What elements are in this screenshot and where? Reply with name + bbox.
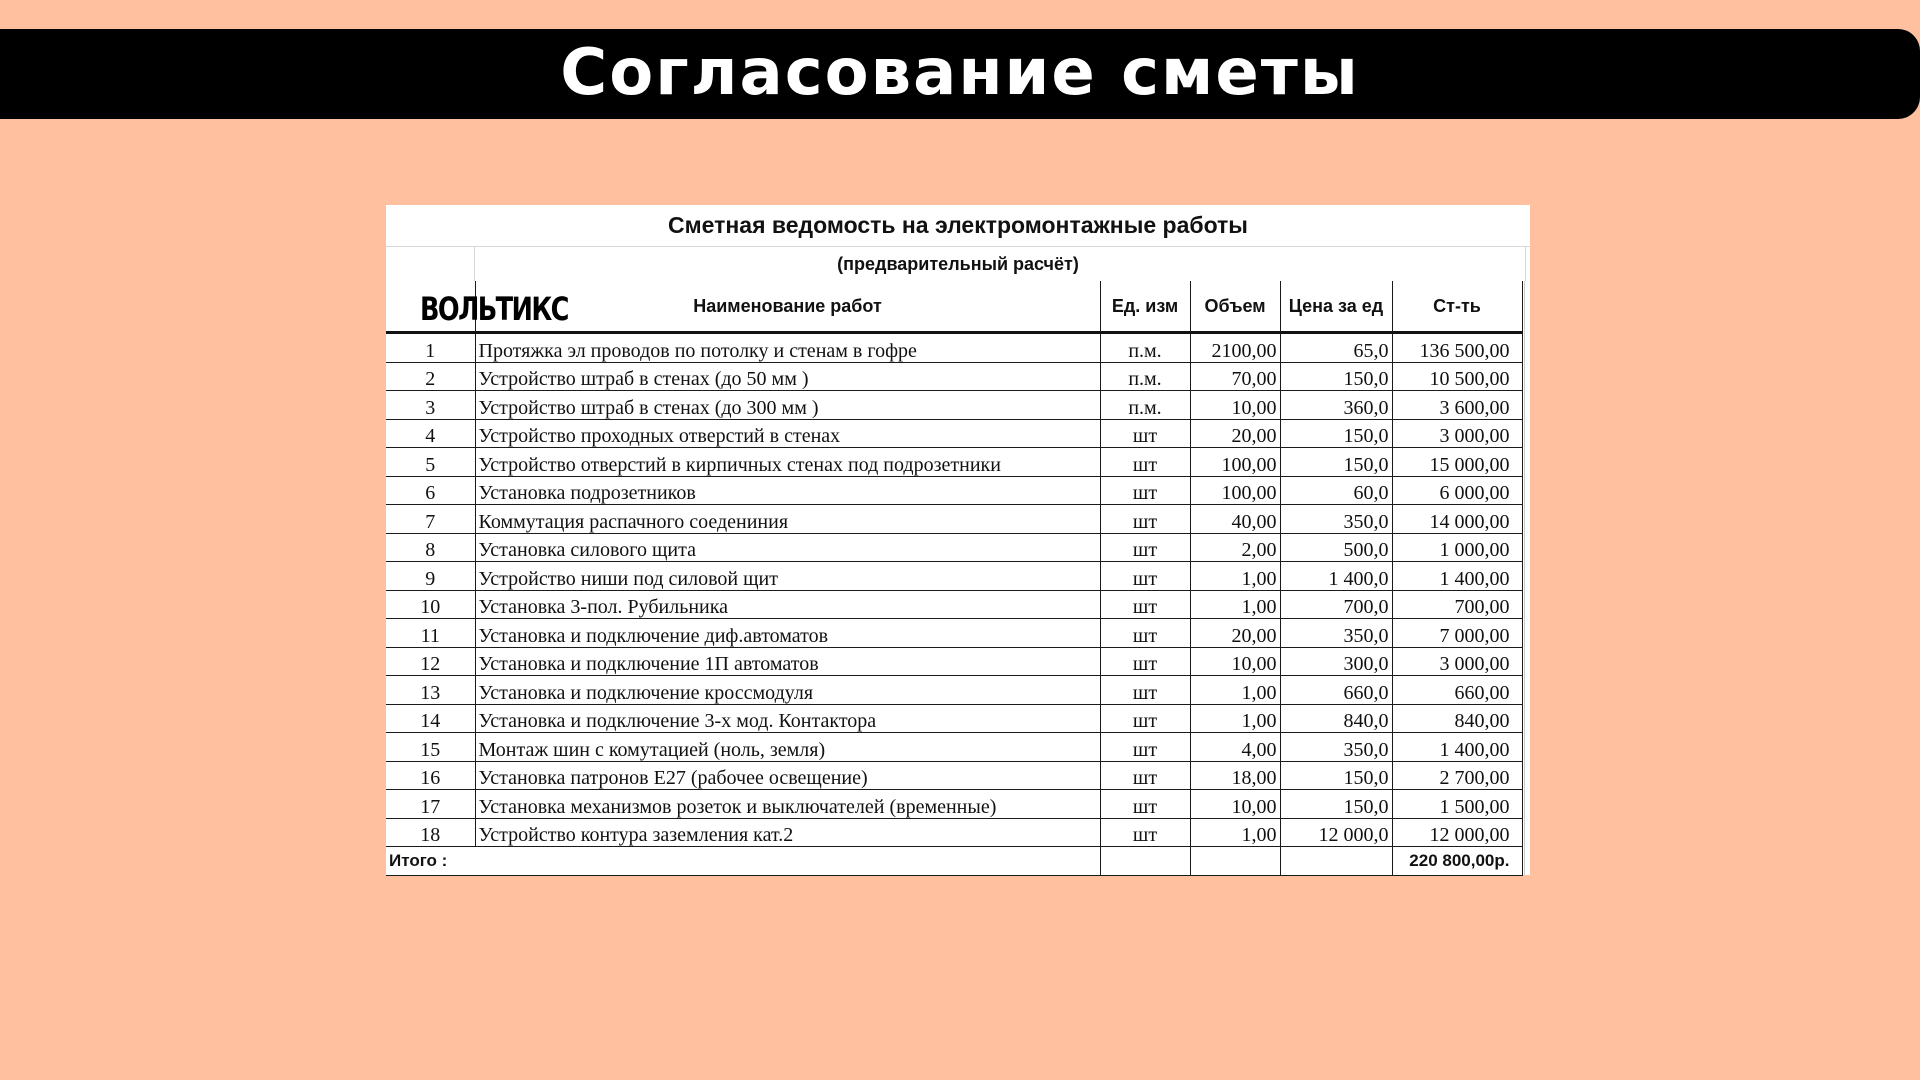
unit-cell: шт bbox=[1100, 647, 1190, 676]
row-number-cell: 13 bbox=[386, 676, 475, 705]
total-row bbox=[386, 847, 1522, 876]
table-row bbox=[386, 476, 1522, 505]
cost-cell: 1 000,00 bbox=[1392, 533, 1522, 562]
unit-price-cell: 150,0 bbox=[1280, 362, 1392, 391]
row-number-cell: 5 bbox=[386, 448, 475, 477]
empty-cell bbox=[1100, 847, 1190, 876]
table-row bbox=[386, 562, 1522, 591]
work-name-cell: Установка механизмов розеток и выключателей (временные) bbox=[475, 790, 1100, 819]
row-number-cell: 17 bbox=[386, 790, 475, 819]
unit-price-cell: 360,0 bbox=[1280, 391, 1392, 420]
column-header-cost: Ст-ть bbox=[1392, 281, 1522, 333]
volume-cell: 18,00 bbox=[1190, 761, 1280, 790]
table-row bbox=[386, 619, 1522, 648]
volume-cell: 1,00 bbox=[1190, 562, 1280, 591]
table-row bbox=[386, 448, 1522, 477]
gridline bbox=[1524, 281, 1525, 875]
volume-cell: 10,00 bbox=[1190, 790, 1280, 819]
slide-title: Согласование сметы bbox=[560, 36, 1360, 110]
unit-price-cell: 60,0 bbox=[1280, 476, 1392, 505]
work-name-cell: Установка и подключение кроссмодуля bbox=[475, 676, 1100, 705]
column-header-unit: Ед. изм bbox=[1100, 281, 1190, 333]
cost-cell: 14 000,00 bbox=[1392, 505, 1522, 534]
row-number-cell: 4 bbox=[386, 419, 475, 448]
unit-cell: шт bbox=[1100, 733, 1190, 762]
work-name-cell: Коммутация распачного соедениния bbox=[475, 505, 1100, 534]
work-name-cell: Устройство отверстий в кирпичных стенах под подрозетники bbox=[475, 448, 1100, 477]
work-name-cell: Протяжка эл проводов по потолку и стенам в гофре bbox=[475, 333, 1100, 363]
volume-cell: 10,00 bbox=[1190, 391, 1280, 420]
unit-cell: п.м. bbox=[1100, 333, 1190, 363]
work-name-cell: Установка патронов Е27 (рабочее освещение) bbox=[475, 761, 1100, 790]
unit-cell: шт bbox=[1100, 590, 1190, 619]
table-row bbox=[386, 733, 1522, 762]
cost-cell: 7 000,00 bbox=[1392, 619, 1522, 648]
volume-cell: 2100,00 bbox=[1190, 333, 1280, 363]
unit-price-cell: 65,0 bbox=[1280, 333, 1392, 363]
cost-cell: 136 500,00 bbox=[1392, 333, 1522, 363]
unit-price-cell: 150,0 bbox=[1280, 448, 1392, 477]
table-row bbox=[386, 790, 1522, 819]
table-row bbox=[386, 704, 1522, 733]
cost-cell: 700,00 bbox=[1392, 590, 1522, 619]
cost-cell: 3 000,00 bbox=[1392, 647, 1522, 676]
unit-price-cell: 350,0 bbox=[1280, 619, 1392, 648]
unit-cell: шт bbox=[1100, 704, 1190, 733]
cost-cell: 2 700,00 bbox=[1392, 761, 1522, 790]
row-number-cell: 18 bbox=[386, 818, 475, 847]
unit-price-cell: 350,0 bbox=[1280, 733, 1392, 762]
volume-cell: 1,00 bbox=[1190, 590, 1280, 619]
estimate-sheet bbox=[386, 205, 1530, 875]
estimate-table bbox=[386, 281, 1523, 876]
unit-cell: шт bbox=[1100, 761, 1190, 790]
unit-cell: шт bbox=[1100, 619, 1190, 648]
work-name-cell: Монтаж шин с комутацией (ноль, земля) bbox=[475, 733, 1100, 762]
table-row bbox=[386, 391, 1522, 420]
table-row bbox=[386, 333, 1522, 363]
row-number-cell: 14 bbox=[386, 704, 475, 733]
unit-price-cell: 12 000,0 bbox=[1280, 818, 1392, 847]
volume-cell: 4,00 bbox=[1190, 733, 1280, 762]
table-row bbox=[386, 590, 1522, 619]
unit-cell: шт bbox=[1100, 448, 1190, 477]
unit-price-cell: 350,0 bbox=[1280, 505, 1392, 534]
unit-cell: шт bbox=[1100, 676, 1190, 705]
unit-price-cell: 1 400,0 bbox=[1280, 562, 1392, 591]
company-logo-cell bbox=[386, 281, 568, 333]
row-number-cell: 15 bbox=[386, 733, 475, 762]
table-row bbox=[386, 419, 1522, 448]
total-label: Итого : bbox=[386, 847, 1100, 876]
work-name-cell: Устройство штраб в стенах (до 50 мм ) bbox=[475, 362, 1100, 391]
sheet-subtitle: (предварительный расчёт) bbox=[837, 253, 1079, 274]
unit-price-cell: 660,0 bbox=[1280, 676, 1392, 705]
cost-cell: 6 000,00 bbox=[1392, 476, 1522, 505]
row-number-cell: 3 bbox=[386, 391, 475, 420]
row-number-cell: 10 bbox=[386, 590, 475, 619]
unit-price-cell: 150,0 bbox=[1280, 419, 1392, 448]
empty-cell bbox=[1280, 847, 1392, 876]
table-row bbox=[386, 505, 1522, 534]
table-row bbox=[386, 818, 1522, 847]
cost-cell: 12 000,00 bbox=[1392, 818, 1522, 847]
work-name-cell: Устройство проходных отверстий в стенах bbox=[475, 419, 1100, 448]
unit-cell: шт bbox=[1100, 533, 1190, 562]
total-value: 220 800,00р. bbox=[1392, 847, 1522, 876]
row-number-cell: 2 bbox=[386, 362, 475, 391]
unit-cell: шт bbox=[1100, 505, 1190, 534]
work-name-cell: Установка и подключение 1П автоматов bbox=[475, 647, 1100, 676]
cost-cell: 1 400,00 bbox=[1392, 733, 1522, 762]
work-name-cell: Устройство штраб в стенах (до 300 мм ) bbox=[475, 391, 1100, 420]
column-header-price: Цена за ед bbox=[1280, 281, 1392, 333]
row-number-cell: 9 bbox=[386, 562, 475, 591]
volume-cell: 1,00 bbox=[1190, 818, 1280, 847]
table-row bbox=[386, 362, 1522, 391]
work-name-cell: Установка силового щита bbox=[475, 533, 1100, 562]
title-banner bbox=[0, 29, 1920, 119]
row-number-cell: 16 bbox=[386, 761, 475, 790]
row-number-cell: 8 bbox=[386, 533, 475, 562]
sheet-title: Сметная ведомость на электромонтажные работы bbox=[386, 205, 1530, 247]
unit-cell: шт bbox=[1100, 818, 1190, 847]
unit-cell: шт bbox=[1100, 476, 1190, 505]
row-number-cell: 11 bbox=[386, 619, 475, 648]
cost-cell: 1 500,00 bbox=[1392, 790, 1522, 819]
unit-cell: шт bbox=[1100, 790, 1190, 819]
unit-cell: п.м. bbox=[1100, 391, 1190, 420]
column-header-volume: Объем bbox=[1190, 281, 1280, 333]
work-name-cell: Установка подрозетников bbox=[475, 476, 1100, 505]
column-header-name: Наименование работ bbox=[475, 281, 1100, 333]
unit-price-cell: 700,0 bbox=[1280, 590, 1392, 619]
cost-cell: 3 000,00 bbox=[1392, 419, 1522, 448]
volume-cell: 70,00 bbox=[1190, 362, 1280, 391]
volume-cell: 20,00 bbox=[1190, 619, 1280, 648]
volume-cell: 100,00 bbox=[1190, 448, 1280, 477]
unit-cell: п.м. bbox=[1100, 362, 1190, 391]
work-name-cell: Устройство контура заземления кат.2 bbox=[475, 818, 1100, 847]
unit-price-cell: 150,0 bbox=[1280, 761, 1392, 790]
table-row bbox=[386, 761, 1522, 790]
cost-cell: 10 500,00 bbox=[1392, 362, 1522, 391]
cost-cell: 840,00 bbox=[1392, 704, 1522, 733]
work-name-cell: Устройство ниши под силовой щит bbox=[475, 562, 1100, 591]
work-name-cell: Установка 3-пол. Рубильника bbox=[475, 590, 1100, 619]
row-number-cell: 12 bbox=[386, 647, 475, 676]
volume-cell: 10,00 bbox=[1190, 647, 1280, 676]
row-number-cell: 7 bbox=[386, 505, 475, 534]
unit-cell: шт bbox=[1100, 419, 1190, 448]
table-row bbox=[386, 533, 1522, 562]
work-name-cell: Установка и подключение 3-х мод. Контактора bbox=[475, 704, 1100, 733]
volume-cell: 40,00 bbox=[1190, 505, 1280, 534]
table-body bbox=[386, 333, 1522, 876]
unit-price-cell: 500,0 bbox=[1280, 533, 1392, 562]
unit-cell: шт bbox=[1100, 562, 1190, 591]
row-number-cell: 1 bbox=[386, 333, 475, 363]
table-header-row bbox=[386, 281, 1522, 333]
table-row bbox=[386, 647, 1522, 676]
table-row bbox=[386, 676, 1522, 705]
cost-cell: 3 600,00 bbox=[1392, 391, 1522, 420]
volume-cell: 20,00 bbox=[1190, 419, 1280, 448]
empty-cell bbox=[1190, 847, 1280, 876]
volume-cell: 100,00 bbox=[1190, 476, 1280, 505]
unit-price-cell: 150,0 bbox=[1280, 790, 1392, 819]
unit-price-cell: 300,0 bbox=[1280, 647, 1392, 676]
unit-price-cell: 840,0 bbox=[1280, 704, 1392, 733]
volume-cell: 2,00 bbox=[1190, 533, 1280, 562]
row-number-cell: 6 bbox=[386, 476, 475, 505]
company-logo: ВОЛЬТИКС bbox=[420, 290, 568, 328]
work-name-cell: Установка и подключение диф.автоматов bbox=[475, 619, 1100, 648]
volume-cell: 1,00 bbox=[1190, 676, 1280, 705]
cost-cell: 15 000,00 bbox=[1392, 448, 1522, 477]
volume-cell: 1,00 bbox=[1190, 704, 1280, 733]
cost-cell: 660,00 bbox=[1392, 676, 1522, 705]
cost-cell: 1 400,00 bbox=[1392, 562, 1522, 591]
